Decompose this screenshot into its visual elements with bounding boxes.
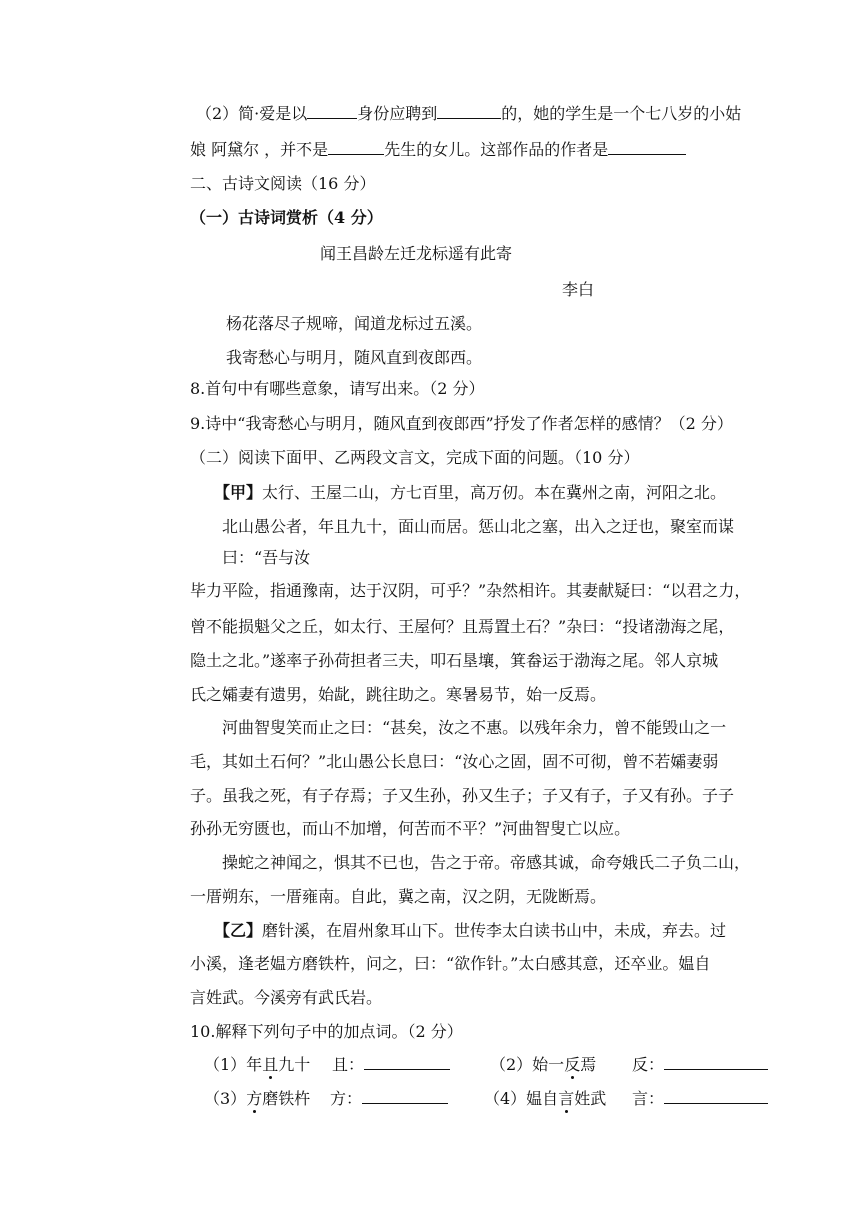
q10-item-4-answer <box>632 1088 768 1110</box>
q10-item-3-answer <box>330 1088 448 1110</box>
q10-item-4-pre: （4）媪自 <box>484 1089 559 1108</box>
dotted-word: 且 <box>262 1055 279 1074</box>
q10-item-3-pre: （3） <box>204 1089 247 1108</box>
dotted-word: 言 <box>558 1089 575 1108</box>
q10-item-3-post: 磨铁杵 <box>262 1089 311 1108</box>
q-jane-eyre-line1 <box>196 103 741 125</box>
passage-yi-line-3: 言姓武。今溪旁有武氏岩。 <box>190 988 383 1007</box>
q10-item-1-word: 且： <box>332 1055 365 1074</box>
passage-yi-line-1 <box>214 920 726 942</box>
passage-jia-line-2: 北山愚公者，年且九十，面山而居。惩山北之塞，出入之迂也，聚室而谋 <box>222 517 735 536</box>
poem-author: 李白 <box>562 280 595 299</box>
answer-blank[interactable] <box>664 1089 768 1104</box>
q10-item-1-answer <box>332 1054 450 1076</box>
q10-item-2-answer <box>632 1054 768 1076</box>
dotted-word: 反 <box>564 1055 581 1074</box>
passage-yi-tag: 【乙】 <box>214 921 263 940</box>
passage-jia-line-11: 孙孙无穷匮也，而山不加增，何苦而不平？”河曲智叟亡以应。 <box>190 819 631 838</box>
sub2-title: （二）阅读下面甲、乙两段文言文，完成下面的问题。（10 分） <box>190 448 640 467</box>
q10-item-3 <box>204 1088 310 1110</box>
poem-title: 闻王昌龄左迁龙标遥有此寄 <box>320 244 513 263</box>
passage-yi-line-2: 小溪，逢老媪方磨铁杵，问之，曰：“欲作针。”太白感其意，还卒业。媪自 <box>190 954 711 973</box>
q10-item-4 <box>484 1088 606 1110</box>
question-8: 8.首句中有哪些意象，请写出来。（2 分） <box>190 379 485 398</box>
q10-item-1 <box>204 1054 310 1076</box>
sub1-title: （一）古诗词赏析（4 分） <box>190 208 383 227</box>
poem-line-2: 我寄愁心与明月，随风直到夜郎西。 <box>226 348 483 367</box>
answer-blank[interactable] <box>664 1055 768 1070</box>
answer-blank[interactable] <box>364 1055 450 1070</box>
passage-jia-line-13: 一厝朔东，一厝雍南。自此，冀之南，汉之阴，无陇断焉。 <box>190 887 607 906</box>
q-jane-eyre-text-e: 先生的女儿。这部作品的作者是 <box>384 140 609 159</box>
passage-jia-line-6: 隐土之北。”遂率子孙荷担者三夫，叩石垦壤，箕畚运于渤海之尾。邻人京城 <box>190 651 719 670</box>
question-10-title: 10.解释下列句子中的加点词。（2 分） <box>190 1022 463 1041</box>
q10-item-1-pre: （1）年 <box>204 1055 263 1074</box>
answer-blank[interactable] <box>608 140 686 155</box>
passage-jia-line-3: 曰：“吾与汝 <box>222 548 311 567</box>
passage-jia-tag: 【甲】 <box>214 483 263 502</box>
q10-item-2-pre: （2）始一 <box>490 1055 565 1074</box>
answer-blank[interactable] <box>362 1089 448 1104</box>
q-jane-eyre-text-a: （2）简·爱是以 <box>196 104 308 123</box>
section2-title: 二、古诗文阅读（16 分） <box>190 174 376 193</box>
q10-item-4-post: 姓武 <box>574 1089 607 1108</box>
passage-jia-line-5: 曾不能损魁父之丘，如太行、王屋何？且焉置土石？”杂曰：“投诸渤海之尾， <box>190 617 735 636</box>
q10-item-3-word: 方： <box>330 1089 363 1108</box>
passage-jia-line-12: 操蛇之神闻之，惧其不已也，告之于帝。帝感其诚，命夸娥氏二子负二山， <box>222 853 751 872</box>
passage-jia-text: 太行、王屋二山，方七百里，高万仞。本在冀州之南，河阳之北。 <box>262 483 727 502</box>
passage-yi-text: 磨针溪，在眉州象耳山下。世传李太白读书山中，未成，弃去。过 <box>262 921 727 940</box>
q10-item-2-post: 焉 <box>580 1055 597 1074</box>
passage-jia-line-1 <box>214 482 726 504</box>
passage-jia-line-4: 毕力平险，指通豫南，达于汉阴，可乎？”杂然相许。其妻献疑曰：“以君之力， <box>190 581 751 600</box>
q10-item-1-post: 九十 <box>278 1055 311 1074</box>
answer-blank[interactable] <box>437 104 501 119</box>
q-jane-eyre-text-b: 身份应聘到 <box>357 104 438 123</box>
q-jane-eyre-line2 <box>190 139 686 161</box>
passage-jia-line-10: 子。虽我之死，有子存焉；子又生孙，孙又生子；子又有子，子又有孙。子子 <box>190 786 735 805</box>
q10-item-2-word: 反： <box>632 1055 665 1074</box>
passage-jia-line-7: 氏之孀妻有遗男，始龀，跳往助之。寒暑易节，始一反焉。 <box>190 685 607 704</box>
q10-item-4-word: 言： <box>632 1089 665 1108</box>
answer-blank[interactable] <box>328 140 384 155</box>
q10-item-2 <box>490 1054 596 1076</box>
passage-jia-line-9: 毛，其如土石何？”北山愚公长息曰：“汝心之固，固不可彻，曾不若孀妻弱 <box>190 752 719 771</box>
q-jane-eyre-text-c: 的，她的学生是一个七八岁的小姑 <box>501 104 742 123</box>
dotted-word: 方 <box>246 1089 263 1108</box>
answer-blank[interactable] <box>307 104 357 119</box>
q-jane-eyre-text-d: 娘 阿黛尔 ，并不是 <box>190 140 329 159</box>
question-9: 9.诗中“我寄愁心与明月，随风直到夜郎西”抒发了作者怎样的感情？（2 分） <box>190 414 733 433</box>
passage-jia-line-8: 河曲智叟笑而止之曰：“甚矣，汝之不惠。以残年余力，曾不能毁山之一 <box>222 718 727 737</box>
poem-line-1: 杨花落尽子规啼，闻道龙标过五溪。 <box>226 314 483 333</box>
